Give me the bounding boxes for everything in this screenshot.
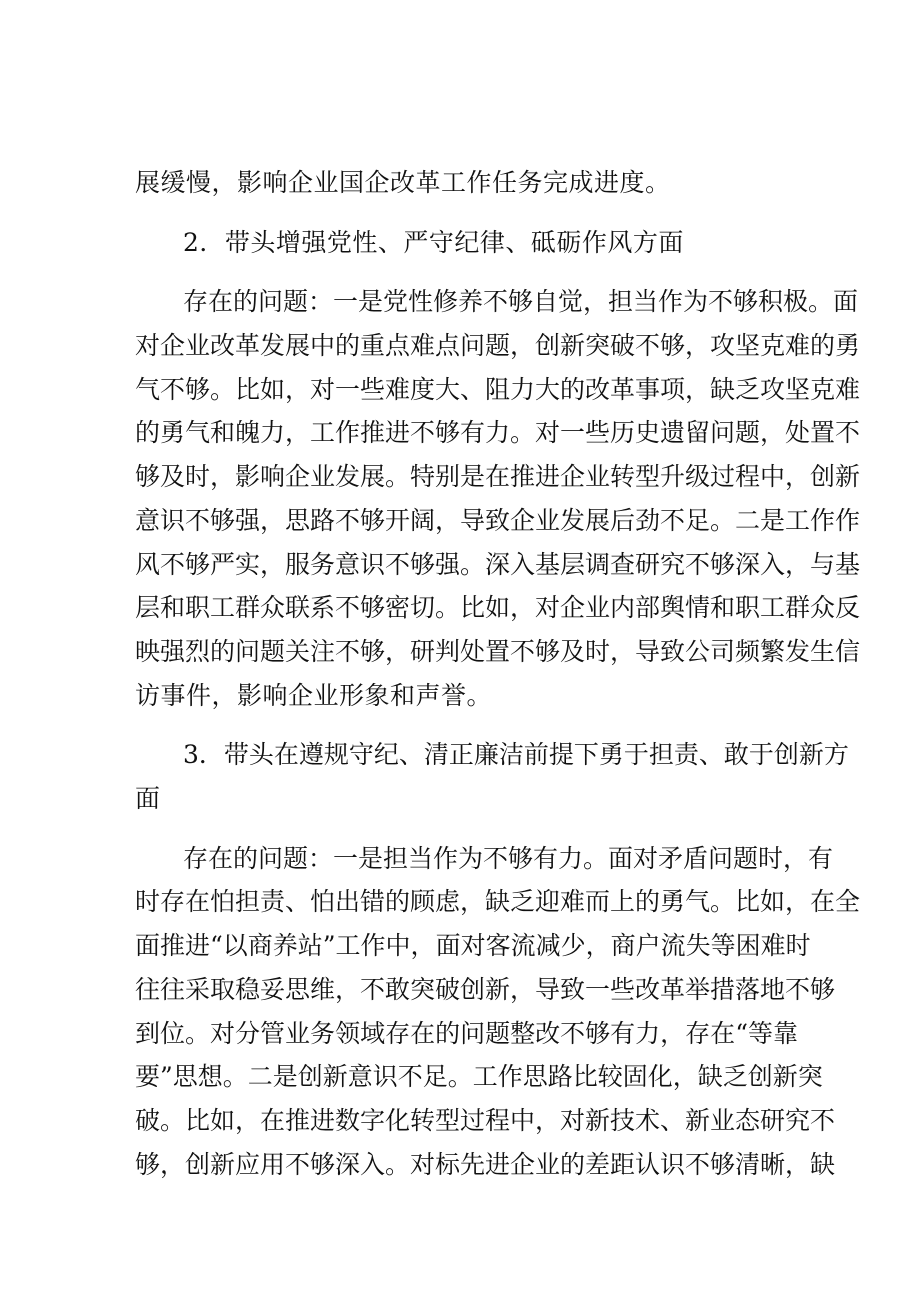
text-line-3: 存在的问题：一是党性修养不够自觉，担当作为不够积极。面 [183,287,859,316]
text-line-22: 够，创新应用不够深入。对标先进企业的差距认识不够清晰，缺 [135,1150,836,1179]
text-line-4: 对企业改革发展中的重点难点问题，创新突破不够，攻坚克难的勇 [135,331,861,360]
text-line-15: 存在的问题：一是担当作为不够有力。面对矛盾问题时，有 [183,844,834,873]
text-line-21: 破。比如，在推进数字化转型过程中，对新技术、新业态研究不 [135,1106,836,1135]
text-line-11: 映强烈的问题关注不够，研判处置不够及时，导致公司频繁发生信 [135,637,861,666]
text-line-9: 风不够严实，服务意识不够强。深入基层调查研究不够深入，与基 [135,550,861,579]
text-line-5: 气不够。比如，对一些难度大、阻力大的改革事项，缺乏攻坚克难 [135,375,861,404]
text-line-1: 展缓慢，影响企业国企改革工作任务完成进度。 [135,168,671,197]
text-line-8: 意识不够强，思路不够开阔，导致企业发展后劲不足。二是工作作 [135,506,861,535]
text-line-16: 时存在怕担责、怕出错的顾虑，缺乏迎难而上的勇气。比如，在全 [135,887,861,916]
text-line-6: 的勇气和魄力，工作推进不够有力。对一些历史遗留问题，处置不 [135,418,861,447]
text-line-7: 够及时，影响企业发展。特别是在推进企业转型升级过程中，创新 [135,462,861,491]
text-line-17: 面推进“以商养站”工作中，面对客流减少，商户流失等困难时 [135,931,811,960]
text-line-20: 要”思想。二是创新意识不足。工作思路比较固化，缺乏创新突 [135,1062,823,1091]
text-line-18: 往往采取稳妥思维，不敢突破创新，导致一些改革举措落地不够 [135,975,836,1004]
text-line-12: 访事件，影响企业形象和声誉。 [135,681,493,710]
section-heading-2: 2．带头增强党性、严守纪律、砥砺作风方面 [183,228,684,257]
section-heading-3: 3．带头在遵规守纪、清正廉洁前提下勇于担责、敢于创新方 [183,740,849,769]
text-line-19: 到位。对分管业务领域存在的问题整改不够有力，存在“等靠 [135,1019,798,1048]
section-heading-3-continued: 面 [135,784,161,813]
text-line-10: 层和职工群众联系不够密切。比如，对企业内部舆情和职工群众反 [135,593,861,622]
